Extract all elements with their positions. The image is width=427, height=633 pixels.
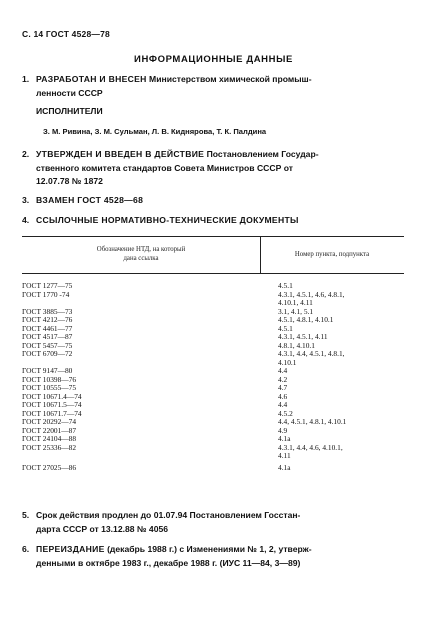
section-6 xyxy=(22,543,420,570)
section-3-text: ВЗАМЕН ГОСТ 4528—68 xyxy=(36,195,144,205)
table-row xyxy=(22,333,404,342)
section-4-text: ССЫЛОЧНЫЕ НОРМАТИВНО-ТЕХНИЧЕСКИЕ ДОКУМЕНТЫ xyxy=(36,215,299,225)
table-cell-document: ГОСТ 5457—75 xyxy=(22,340,73,350)
table-row xyxy=(22,316,404,325)
section-6-caps: ПЕРЕИЗДАНИЕ xyxy=(36,544,105,554)
table-cell-document: ГОСТ 20292—74 xyxy=(22,417,77,426)
table-cell-items: 4.4 xyxy=(278,400,288,409)
section-1-text: Министерством химической промыш- xyxy=(146,74,312,84)
table-cell-items: 4.5.1 xyxy=(278,323,293,333)
table-cell-items: 4.6 xyxy=(278,391,288,401)
table-cell-items: 4.8.1, 4.10.1 xyxy=(278,340,315,350)
table-cell-document: ГОСТ 1770 -74 xyxy=(22,289,70,299)
table-header-document xyxy=(22,245,260,263)
table-row xyxy=(22,444,404,461)
table-cell-document: ГОСТ 25336—82 xyxy=(22,442,77,452)
section-4-number: 4. xyxy=(22,215,30,225)
table-header-items: Номер пункта, подпункта xyxy=(294,251,370,258)
table-row xyxy=(22,325,404,334)
table-cell-items: 4.5.2 xyxy=(278,408,293,418)
table-cell-items: 4.7 xyxy=(278,383,288,392)
table-cell-items: 4.5.1, 4.8.1, 4.10.1 xyxy=(278,315,334,324)
table-cell-document: ГОСТ 10671.4—74 xyxy=(22,391,82,401)
table-top-rule xyxy=(22,236,404,237)
table-cell-document: ГОСТ 4517—87 xyxy=(22,332,73,341)
table-cell-items: 4.3.1, 4.4, 4.5.1, 4.8.1, 4.10.1 xyxy=(278,349,345,367)
table-cell-document: ГОСТ 10671.5—74 xyxy=(22,400,82,409)
section-6-number: 6. xyxy=(22,544,30,554)
table-cell-document: ГОСТ 22001—87 xyxy=(22,425,77,435)
executors-names: З. М. Ривина, З. М. Сульман, Л. В. Киднярова, Т. К. Палдина xyxy=(43,127,267,136)
table-header-document-line1: Обозначение НТД, на который xyxy=(96,246,186,253)
table-cell-items: 4.4, 4.5.1, 4.8.1, 4.10.1 xyxy=(278,417,347,426)
table-row xyxy=(22,418,404,427)
section-2-line3: 12.07.78 № 1872 xyxy=(36,176,103,186)
table-row xyxy=(22,427,404,436)
table-cell-items: 4.5.1 xyxy=(278,281,293,290)
table-header-document-line2: дана ссылка xyxy=(123,255,159,262)
table-cell-items: 4.2 xyxy=(278,374,288,384)
table-cell-document: ГОСТ 10555—75 xyxy=(22,383,77,392)
table-row xyxy=(22,350,404,367)
table-cell-document: ГОСТ 10671.7—74 xyxy=(22,408,82,418)
section-5-line1: Срок действия продлен до 01.07.94 Постановлением Госстан- xyxy=(36,510,301,520)
table-row xyxy=(22,291,404,308)
table-row xyxy=(22,376,404,385)
table-cell-items: 4.4 xyxy=(278,366,288,375)
table-cell-document: ГОСТ 1277—75 xyxy=(22,281,73,290)
table-row xyxy=(22,464,404,473)
table-cell-items: 3.1, 4.1, 5.1 xyxy=(278,306,314,316)
table-cell-document: ГОСТ 24104—88 xyxy=(22,434,77,443)
table-row xyxy=(22,410,404,419)
section-3-number: 3. xyxy=(22,195,30,205)
section-1 xyxy=(22,73,412,100)
section-5-number: 5. xyxy=(22,510,30,520)
page-title: ИНФОРМАЦИОННЫЕ ДАННЫЕ xyxy=(134,54,293,65)
table-cell-items: 4.1а xyxy=(278,462,291,472)
section-2-line2: ственного комитета стандартов Совета Министров СССР от xyxy=(36,162,293,173)
table-cell-document: ГОСТ 9147—80 xyxy=(22,366,73,375)
table-row xyxy=(22,342,404,351)
section-1-caps: РАЗРАБОТАН И ВНЕСЕН xyxy=(36,74,147,84)
table-row xyxy=(22,367,404,376)
page-header: С. 14 ГОСТ 4528—78 xyxy=(22,29,110,39)
table-cell-items: 4.1а xyxy=(278,434,291,443)
table-cell-items: 4.9 xyxy=(278,425,288,435)
section-5-line2: дарта СССР от 13.12.88 № 4056 xyxy=(36,523,169,534)
table-cell-document: ГОСТ 4212—76 xyxy=(22,315,73,324)
table-cell-items: 4.3.1, 4.5.1, 4.6, 4.8.1, 4.10.1, 4.11 xyxy=(278,289,345,307)
table-cell-items: 4.3.1, 4.4, 4.6, 4.10.1, 4.11 xyxy=(278,442,343,460)
table-cell-document: ГОСТ 10398—76 xyxy=(22,374,77,384)
table-row xyxy=(22,282,404,291)
section-2-caps: УТВЕРЖДЕН И ВВЕДЕН В ДЕЙСТВИЕ xyxy=(36,149,205,159)
table-cell-document: ГОСТ 4461—77 xyxy=(22,323,73,333)
table-header-rule xyxy=(22,273,404,274)
table-cell-document: ГОСТ 3885—73 xyxy=(22,306,73,316)
table-row xyxy=(22,308,404,317)
table-row xyxy=(22,435,404,444)
table-cell-document: ГОСТ 27025—86 xyxy=(22,462,77,472)
table-cell-items: 4.3.1, 4.5.1, 4.11 xyxy=(278,332,328,341)
section-4 xyxy=(22,214,299,228)
section-2-text: Постановлением Государ- xyxy=(204,149,319,159)
section-2 xyxy=(22,148,412,189)
section-2-number: 2. xyxy=(22,149,30,159)
section-6-text: (декабрь 1988 г.) с Изменениями № 1, 2, утверж- xyxy=(104,544,312,554)
section-1-number: 1. xyxy=(22,74,30,84)
section-6-line2: денными в октябре 1983 г., декабре 1988 г. (ИУС 11—84, 3—89) xyxy=(36,557,301,568)
section-1-line2: ленности СССР xyxy=(36,87,103,98)
section-3 xyxy=(22,194,143,208)
section-5 xyxy=(22,509,412,536)
executors-heading: ИСПОЛНИТЕЛИ xyxy=(36,106,103,116)
table-cell-document: ГОСТ 6709—72 xyxy=(22,349,73,358)
